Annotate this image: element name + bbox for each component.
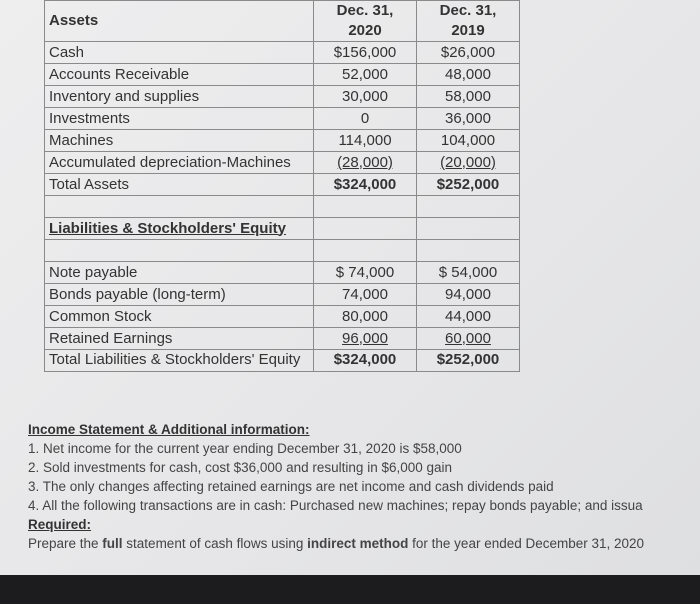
value-2020: 30,000 — [314, 86, 417, 108]
header-row — [45, 1, 520, 42]
value-2020: $324,000 — [314, 174, 417, 196]
row-label: Investments — [45, 108, 314, 130]
col-2020-header: Dec. 31, 2020 — [314, 1, 417, 42]
value-2019: $ 54,000 — [417, 262, 520, 284]
value-2020: 96,000 — [314, 328, 417, 350]
value-2020: 74,000 — [314, 284, 417, 306]
required-text-part: Prepare the — [28, 536, 103, 551]
required-bold-method: indirect method — [307, 536, 409, 551]
table-row — [45, 306, 520, 328]
value-2020: 80,000 — [314, 306, 417, 328]
info-item: 2. Sold investments for cash, cost $36,000 and resulting in $6,000 gain — [28, 460, 453, 475]
row-label: Bonds payable (long-term) — [45, 284, 314, 306]
total-assets-row — [45, 174, 520, 196]
row-label: Inventory and supplies — [45, 86, 314, 108]
value-2019: 94,000 — [417, 284, 520, 306]
row-label: Cash — [45, 42, 314, 64]
spacer-row — [45, 240, 520, 262]
spacer-row — [45, 196, 520, 218]
required-text — [28, 534, 700, 553]
liabilities-heading: Liabilities & Stockholders' Equity — [45, 218, 314, 240]
value-2019: $26,000 — [417, 42, 520, 64]
value-2020: 114,000 — [314, 130, 417, 152]
value-2019: $252,000 — [417, 350, 520, 372]
table-row — [45, 284, 520, 306]
screen-bezel — [0, 575, 700, 604]
row-label: Common Stock — [45, 306, 314, 328]
row-label: Accumulated depreciation-Machines — [45, 152, 314, 174]
value-2019: 60,000 — [417, 328, 520, 350]
row-label: Total Assets — [45, 174, 314, 196]
table-row — [45, 64, 520, 86]
value-2020: 52,000 — [314, 64, 417, 86]
value-2019: 36,000 — [417, 108, 520, 130]
value-2019: 58,000 — [417, 86, 520, 108]
value-2019: 48,000 — [417, 64, 520, 86]
row-label: Machines — [45, 130, 314, 152]
value-2019: 44,000 — [417, 306, 520, 328]
value-2019: $252,000 — [417, 174, 520, 196]
balance-sheet-table — [44, 0, 520, 372]
additional-info — [28, 420, 700, 553]
info-item: 3. The only changes affecting retained earnings are net income and cash dividends paid — [28, 479, 554, 494]
table-row — [45, 108, 520, 130]
total-liabilities-row — [45, 350, 520, 372]
table-row — [45, 328, 520, 350]
table-row — [45, 262, 520, 284]
table-row — [45, 130, 520, 152]
assets-heading: Assets — [45, 1, 314, 42]
required-heading: Required: — [28, 517, 92, 532]
value-2020: (28,000) — [314, 152, 417, 174]
required-text-part: statement of cash flows using — [122, 536, 308, 551]
row-label: Note payable — [45, 262, 314, 284]
section-row — [45, 218, 520, 240]
required-text-part: for the year ended December 31, 2020 — [408, 536, 645, 551]
row-label: Accounts Receivable — [45, 64, 314, 86]
required-bold-full: full — [102, 536, 123, 551]
row-label: Total Liabilities & Stockholders' Equity — [45, 350, 314, 372]
table-row — [45, 86, 520, 108]
table-row — [45, 152, 520, 174]
col-2019-header: Dec. 31, 2019 — [417, 1, 520, 42]
info-heading: Income Statement & Additional information: — [28, 422, 310, 437]
info-item: 1. Net income for the current year ending December 31, 2020 is $58,000 — [28, 441, 462, 456]
value-2020: 0 — [314, 108, 417, 130]
value-2020: $156,000 — [314, 42, 417, 64]
row-label: Retained Earnings — [45, 328, 314, 350]
value-2019: (20,000) — [417, 152, 520, 174]
value-2020: $324,000 — [314, 350, 417, 372]
value-2019: 104,000 — [417, 130, 520, 152]
info-item: 4. All the following transactions are in cash: Purchased new machines; repay bonds payable; and issua — [28, 498, 643, 513]
table-row — [45, 42, 520, 64]
value-2020: $ 74,000 — [314, 262, 417, 284]
